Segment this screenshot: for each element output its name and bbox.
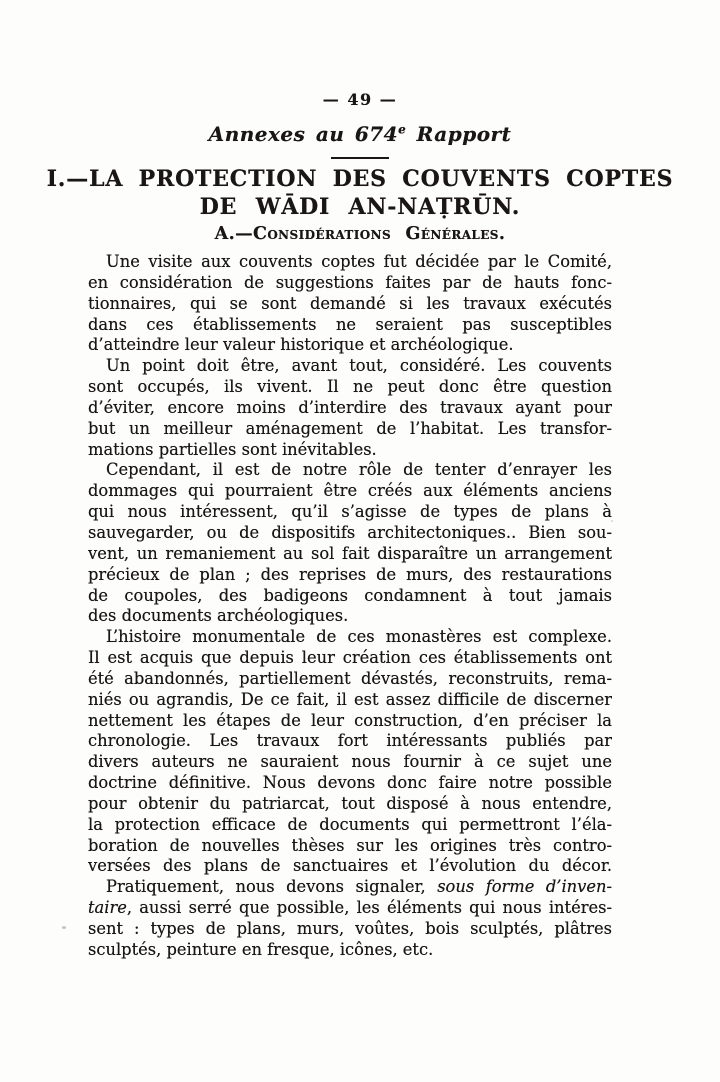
annex-heading-pre: Annexes au 674	[208, 122, 399, 146]
text-line: en considération de suggestions faites par de hauts fonc-	[88, 272, 612, 292]
text-line: chronologie. Les travaux fort intéressants publiés par	[88, 731, 612, 751]
main-title-line-1: I.—LA PROTECTION DES COUVENTS COPTES	[46, 166, 674, 192]
scan-speck	[62, 926, 66, 929]
text-line: tionnaires, qui se sont demandé si les travaux exécutés	[88, 293, 612, 313]
text-line: doctrine définitive. Nous devons donc faire notre possible	[88, 773, 612, 793]
annex-heading-post: Rapport	[406, 122, 512, 146]
body-text	[88, 252, 612, 961]
text-line: boration de nouvelles thèses sur les origines très contro-	[88, 835, 612, 855]
text-line: vent, un remaniement au sol fait disparaître un arrangement	[88, 543, 612, 563]
text-line: Pratiquement, nous devons signaler, sous forme d’inven-	[106, 877, 612, 897]
text-line: précieux de plan ; des reprises de murs, des restaurations	[88, 564, 612, 584]
text-line: niés ou agrandis, De ce fait, il est assez difficile de discerner	[88, 689, 612, 709]
text-line: divers auteurs ne sauraient nous fournir à ce sujet une	[88, 752, 612, 772]
text-line: sculptés, peinture en fresque, icônes, etc.	[88, 939, 434, 959]
scan-speck	[611, 520, 613, 522]
text-line: dommages qui pourraient être créés aux éléments anciens	[88, 481, 612, 501]
text-line: sent : types de plans, murs, voûtes, bois sculptés, plâtres	[88, 919, 612, 938]
section-heading	[0, 224, 720, 244]
text-line: Cependant, il est de notre rôle de tenter d’enrayer les	[106, 460, 612, 480]
text-line: de coupoles, des badigeons condamnent à tout jamais	[88, 585, 612, 605]
annex-heading	[0, 122, 720, 146]
text-line: Une visite aux couvents coptes fut décidée par le Comité,	[106, 252, 612, 271]
annex-heading-superscript: e	[398, 122, 407, 137]
text-line: qui nous intéressent, qu’il s’agisse de types de plans à	[88, 502, 612, 522]
text-line: Un point doit être, avant tout, considéré. Les couvents	[106, 356, 612, 376]
heading-rule-divider	[331, 157, 389, 159]
text-line: d’atteindre leur valeur historique et archéologique.	[88, 335, 514, 355]
section-heading-prefix: A.—	[214, 224, 253, 244]
text-line: la protection efficace de documents qui permettront l’éla-	[88, 814, 612, 834]
text-line: d’éviter, encore moins d’interdire des travaux ayant pour	[88, 397, 612, 417]
section-heading-name: Considérations Générales.	[253, 224, 506, 244]
main-title-line-2: DE WĀDI AN-NAṬRŪN.	[199, 194, 521, 220]
text-line: sauvegarder, ou de dispositifs architectoniques.. Bien sou-	[88, 522, 612, 542]
text-line: taire, aussi serré que possible, les éléments qui nous intéres-	[88, 898, 612, 918]
text-line: des documents archéologiques.	[88, 606, 349, 626]
text-line: mations partielles sont inévitables.	[88, 439, 377, 459]
text-line: but un meilleur aménagement de l’habitat. Les transfor-	[88, 418, 612, 438]
text-line: nettement les étapes de leur construction, d’en préciser la	[88, 710, 612, 730]
text-line: dans ces établissements ne seraient pas susceptibles	[88, 314, 612, 334]
text-line: versées des plans de sanctuaires et l’évolution du décor.	[88, 856, 612, 876]
text-line: été abandonnés, partiellement dévastés, reconstruits, rema-	[88, 668, 612, 688]
text-line: sont occupés, ils vivent. Il ne peut donc être question	[88, 377, 612, 397]
text-line: Il est acquis que depuis leur création ces établissements ont	[88, 648, 612, 668]
text-line: pour obtenir du patriarcat, tout disposé à nous entendre,	[88, 793, 612, 813]
text-line: L’histoire monumentale de ces monastères est complexe.	[106, 627, 612, 647]
page-number: — 49 —	[322, 90, 398, 109]
